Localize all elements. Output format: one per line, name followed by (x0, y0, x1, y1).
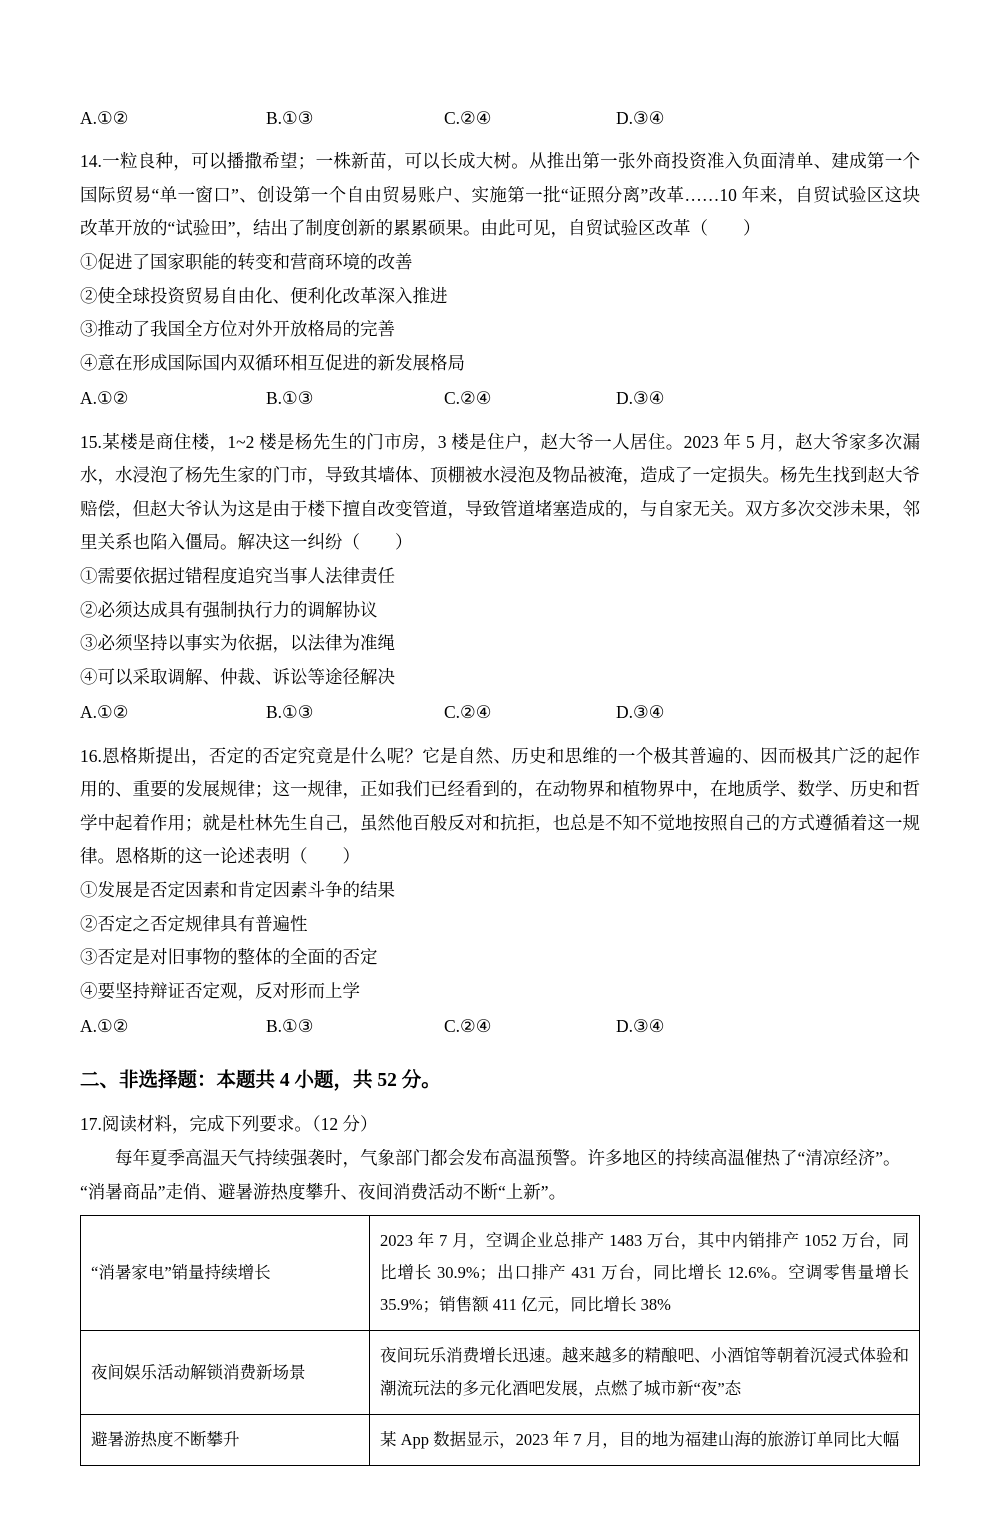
question-choice: ④意在形成国际国内双循环相互促进的新发展格局 (80, 352, 465, 373)
option-c: C.②④ (444, 702, 492, 723)
table-cell-content: 2023 年 7 月，空调企业总排产 1483 万台，其中内销排产 1052 万台，同比增长 30.9%；出口排产 431 万台，同比增长 12.6%。空调零售量增长 35.9%；销售额 411 亿元，同比增长 38% (370, 1215, 920, 1331)
question-14 (80, 145, 920, 415)
question-choice: ①发展是否定因素和肯定因素斗争的结果 (80, 880, 395, 901)
option-b: B.①③ (266, 1016, 314, 1037)
option-b: B.①③ (266, 702, 314, 723)
table-cell-label: “消暑家电”销量持续增长 (81, 1215, 370, 1331)
material-table (80, 1215, 920, 1466)
option-c: C.②④ (444, 388, 492, 409)
question-choice: ①促进了国家职能的转变和营商环境的改善 (80, 252, 413, 273)
question-choice: ②必须达成具有强制执行力的调解协议 (80, 599, 378, 620)
option-c: C.②④ (444, 1016, 492, 1037)
option-d: D.③④ (616, 108, 665, 128)
table-row (81, 1215, 920, 1331)
table-row (81, 1331, 920, 1414)
options-row-top (80, 102, 920, 135)
question-choice: ③推动了我国全方位对外开放格局的完善 (80, 319, 395, 340)
question-choice: ②使全球投资贸易自由化、便利化改革深入推进 (80, 285, 448, 306)
question-16 (80, 740, 920, 1044)
table-row (81, 1414, 920, 1465)
section-heading: 二、非选择题：本题共 4 小题，共 52 分。 (80, 1069, 441, 1091)
question-choice: ④可以采取调解、仲裁、诉讼等途径解决 (80, 666, 395, 687)
option-c: C.②④ (444, 108, 492, 128)
option-b: B.①③ (266, 108, 314, 128)
table-cell-label: 避暑游热度不断攀升 (81, 1414, 370, 1465)
table-cell-label: 夜间娱乐活动解锁消费新场景 (81, 1331, 370, 1414)
option-a: A.①② (80, 1016, 129, 1037)
option-a: A.①② (80, 108, 129, 128)
question-17-paragraph-2: “消暑商品”走俏、避暑游热度攀升、夜间消费活动不断“上新”。 (80, 1181, 567, 1202)
question-stem: 15.某楼是商住楼，1~2 楼是杨先生的门市房，3 楼是住户，赵大爷一人居住。2023 年 5 月，赵大爷家多次漏水，水浸泡了杨先生家的门市，导致其墙体、顶棚被水浸泡及物品被淹，造成了一定损失。杨先生找到赵大爷赔偿，但赵大爷认为这是由于楼下擅自改变管道，导致管道堵塞造成的，与自家无关。双方多次交涉未果，邻里关系也陷入僵局。解决这一纠纷（ ） (80, 431, 920, 553)
question-choice: ③必须坚持以事实为依据，以法律为准绳 (80, 633, 395, 654)
option-d: D.③④ (616, 1016, 665, 1037)
question-17-paragraph-1: 每年夏季高温天气持续强袭时，气象部门都会发布高温预警。许多地区的持续高温催热了“清凉经济”。 (115, 1147, 901, 1168)
question-stem: 16.恩格斯提出，否定的否定究竟是什么呢？它是自然、历史和思维的一个极其普遍的、因而极其广泛的起作用的、重要的发展规律；这一规律，正如我们已经看到的，在动物界和植物界中，在地质学、数学、历史和哲学中起着作用；就是杜林先生自己，虽然他百般反对和抗拒，也总是不知不觉地按照自己的方式遵循着这一规律。恩格斯的这一论述表明（ ） (80, 745, 920, 867)
question-choice: ②否定之否定规律具有普遍性 (80, 913, 308, 934)
table-cell-content: 夜间玩乐消费增长迅速。越来越多的精酿吧、小酒馆等朝着沉浸式体验和潮流玩法的多元化酒吧发展，点燃了城市新“夜”态 (370, 1331, 920, 1414)
question-15 (80, 426, 920, 730)
options-row-15 (80, 696, 920, 729)
question-stem: 14.一粒良种，可以播撒希望；一株新苗，可以长成大树。从推出第一张外商投资准入负面清单、建成第一个国际贸易“单一窗口”、创设第一个自由贸易账户、实施第一批“证照分离”改革……10 年来，自贸试验区这块改革开放的“试验田”，结出了制度创新的累累硕果。由此可见，自贸试验区改革（ ） (80, 151, 920, 239)
option-d: D.③④ (616, 702, 665, 723)
question-choice: ①需要依据过错程度追究当事人法律责任 (80, 566, 395, 587)
question-17-head: 17.阅读材料，完成下列要求。（12 分） (80, 1113, 378, 1134)
option-b: B.①③ (266, 388, 314, 409)
options-row-14 (80, 382, 920, 415)
question-17 (80, 1107, 920, 1466)
table-cell-content: 某 App 数据显示，2023 年 7 月，目的地为福建山海的旅游订单同比大幅 (370, 1414, 920, 1465)
option-a: A.①② (80, 388, 129, 409)
option-d: D.③④ (616, 388, 665, 409)
options-row-16 (80, 1010, 920, 1043)
option-a: A.①② (80, 702, 129, 723)
question-choice: ④要坚持辩证否定观，反对形而上学 (80, 980, 360, 1001)
question-choice: ③否定是对旧事物的整体的全面的否定 (80, 947, 378, 968)
